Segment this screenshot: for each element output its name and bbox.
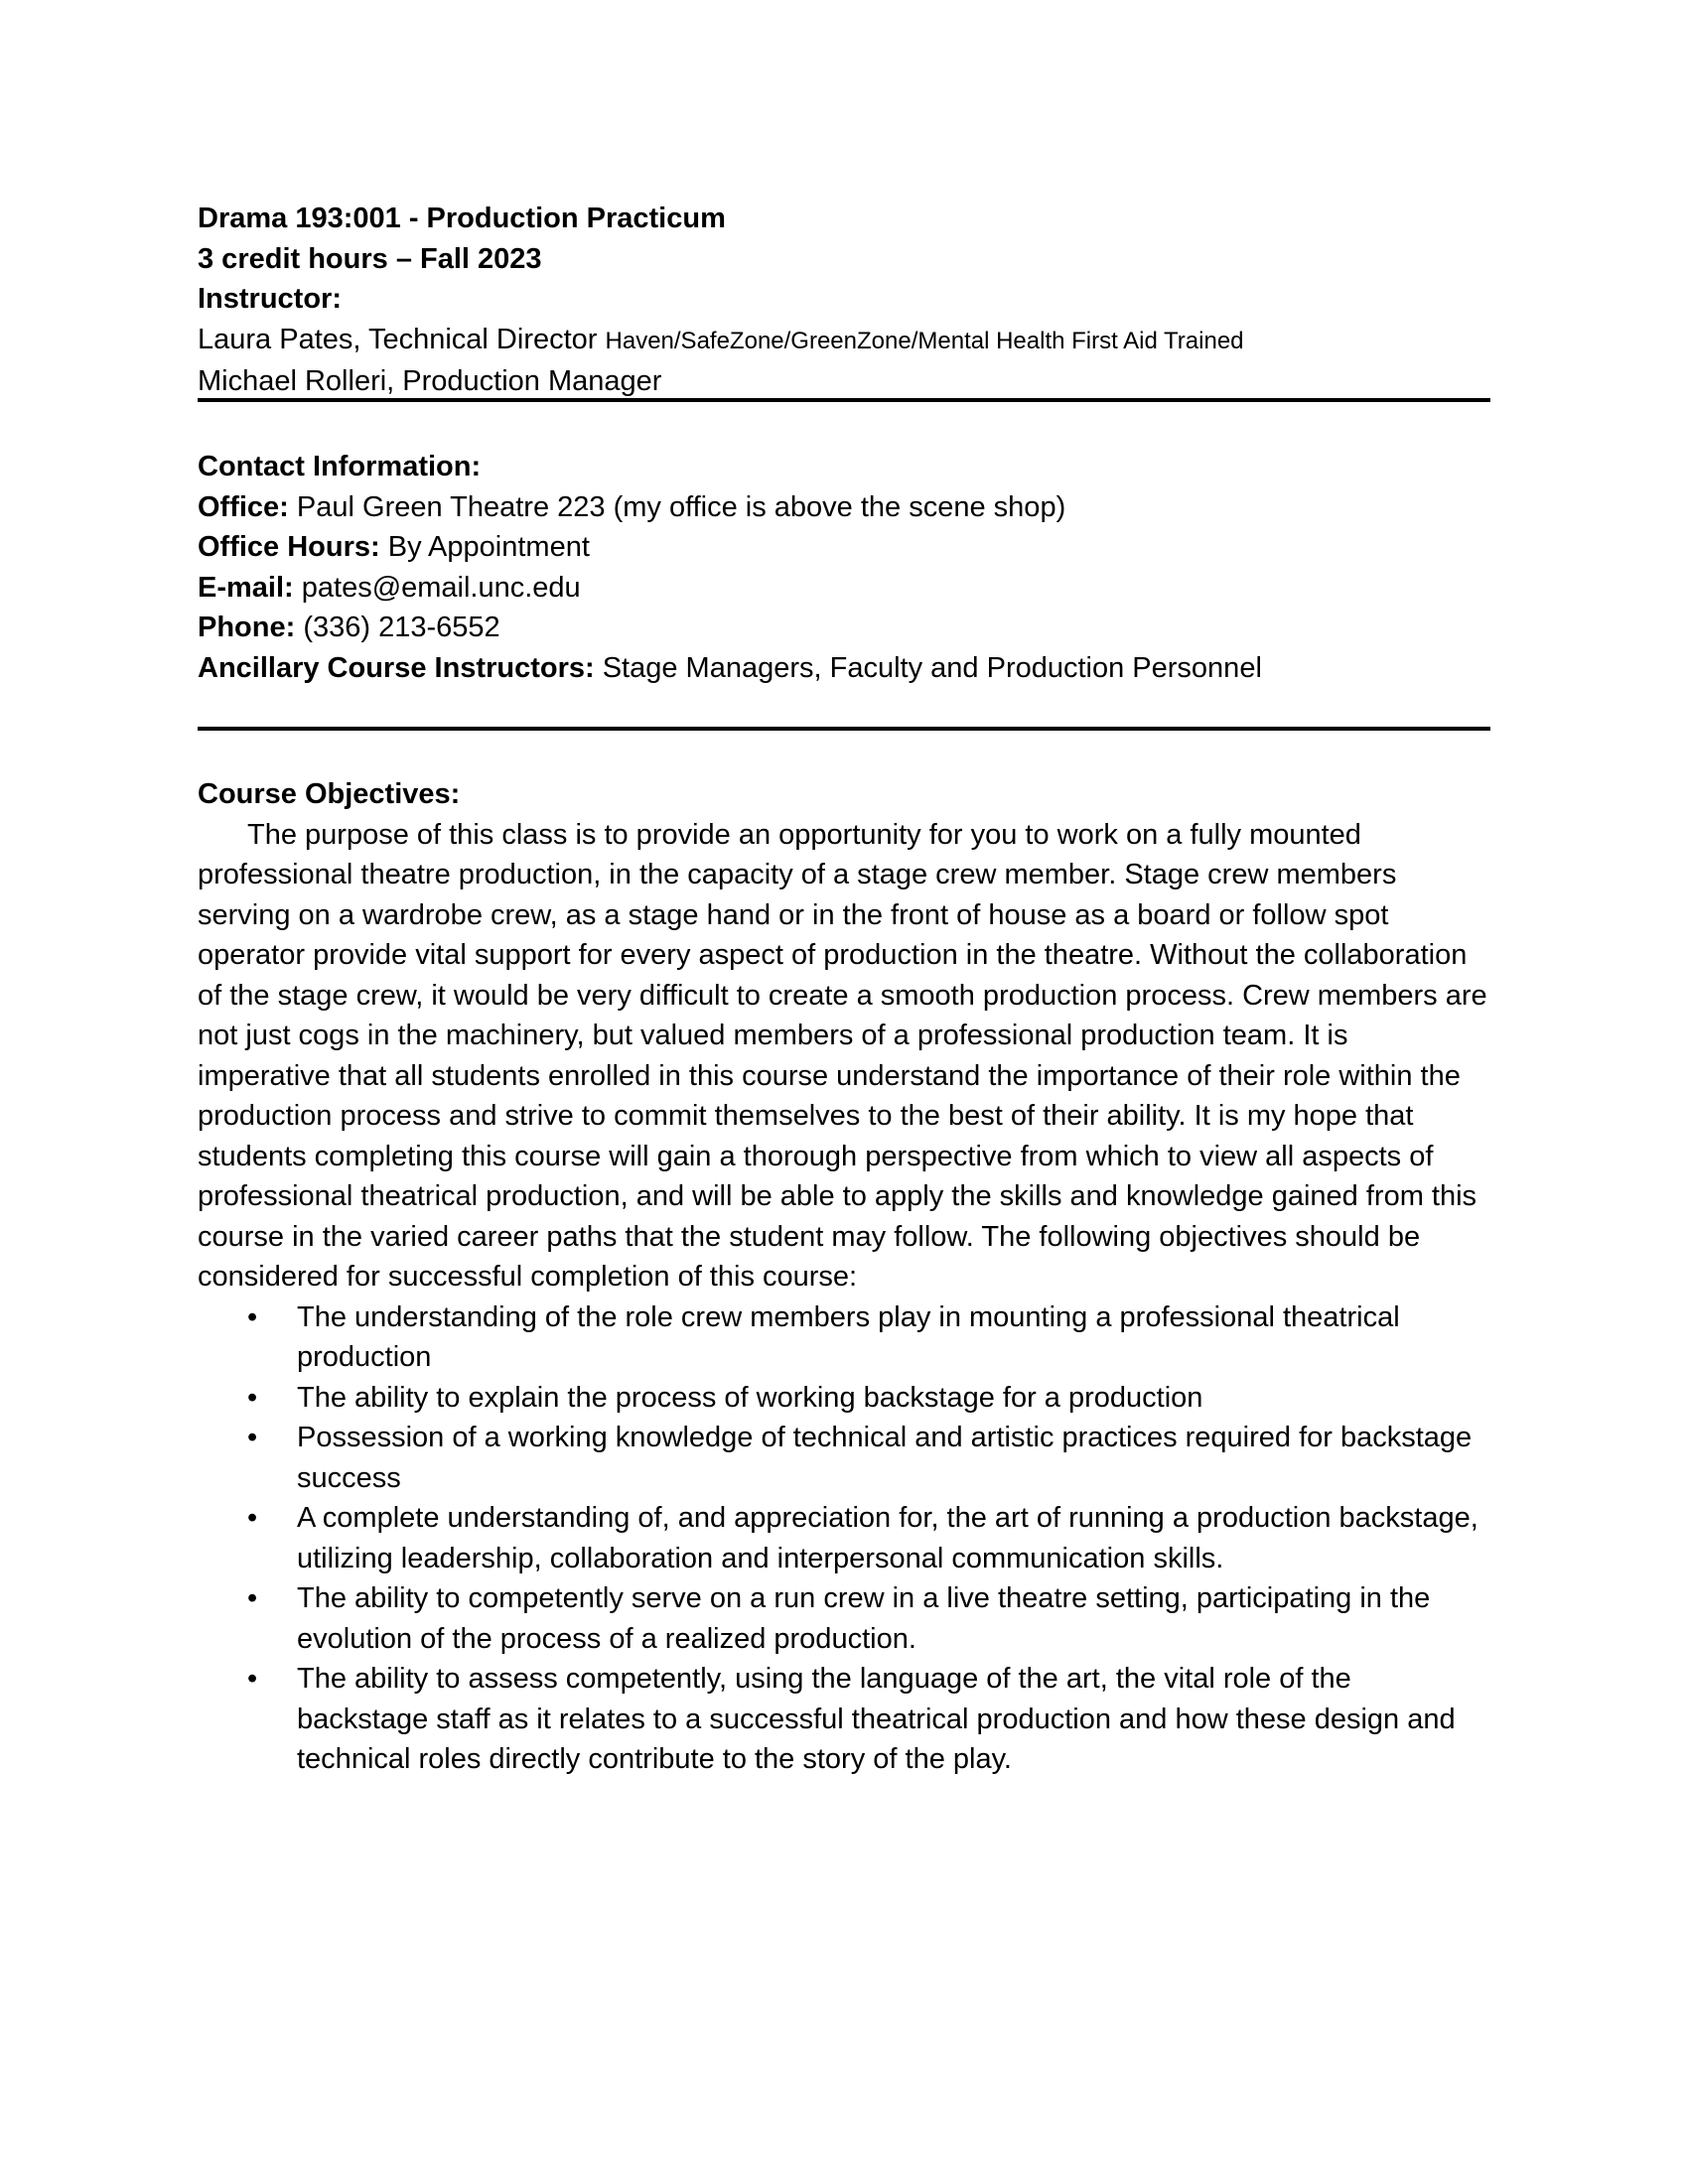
instructor-2-name: Michael Rolleri, Production Manager (198, 365, 662, 397)
objective-text: The ability to explain the process of working backstage for a production (297, 1381, 1203, 1414)
instructor-label: Instructor: (198, 283, 342, 315)
ancillary-label: Ancillary Course Instructors: (198, 651, 595, 684)
phone-row (198, 608, 1262, 648)
email-label: E-mail: (198, 571, 294, 604)
objective-text: The ability to assess competently, using the language of the art, the vital role of the backstage staff as it relates to a successful theatrical production and how these design and technical roles directly contribute to the story of the play. (297, 1663, 1456, 1775)
objective-text: Possession of a working knowledge of technical and artistic practices required for backstage success (297, 1422, 1473, 1494)
objectives-section (198, 774, 1490, 1780)
office-value: Paul Green Theatre 223 (my office is above the scene shop) (296, 490, 1066, 523)
contact-section (198, 447, 1262, 688)
bullet-icon: • (247, 1381, 258, 1414)
email-value: pates@email.unc.edu (301, 571, 581, 604)
office-label: Office: (198, 490, 289, 523)
bullet-icon: • (247, 1502, 258, 1534)
bullet-icon: • (247, 1663, 258, 1695)
office-row (198, 487, 1262, 528)
objectives-list (198, 1297, 1490, 1780)
phone-label: Phone: (198, 612, 296, 643)
list-item (198, 1378, 1488, 1419)
bullet-icon: • (247, 1422, 258, 1453)
objectives-heading: Course Objectives: (198, 778, 461, 810)
office-hours-label: Office Hours: (198, 531, 380, 563)
list-item (198, 1297, 1488, 1378)
ancillary-value: Stage Managers, Faculty and Production Personnel (602, 651, 1262, 684)
objective-text: The understanding of the role crew members play in mounting a professional theatrical production (297, 1300, 1400, 1373)
list-item (198, 1659, 1488, 1780)
instructor-1-training-note: Haven/SafeZone/GreenZone/Mental Health First Aid Trained (605, 327, 1244, 354)
credit-term: 3 credit hours – Fall 2023 (198, 242, 542, 275)
office-hours-row (198, 527, 1262, 568)
ancillary-row (198, 648, 1262, 689)
instructor-1 (198, 320, 1244, 362)
contact-heading: Contact Information: (198, 451, 482, 482)
list-item (198, 1498, 1488, 1578)
course-header (198, 199, 1244, 402)
phone-value: (336) 213-6552 (303, 612, 500, 643)
objectives-paragraph: The purpose of this class is to provide an opportunity for you to work on a fully mounted professional theatre production, in the capacity of a stage crew member. Stage crew members serving on a wardrobe crew, as a stage hand or in the front of house as a board or follow spot operator provide vital support for every aspect of production in the theatre. Without the collaboration of the stage crew, it would be very difficult to create a smooth production process. Crew members are not just cogs in the machinery, but valued members of a professional production team. It is imperative that all students enrolled in this course understand the importance of their role within the production process and strive to commit themselves to the best of their ability. It is my hope that students completing this course will gain a thorough perspective from which to view all aspects of professional theatrical production, and will be able to apply the skills and knowledge gained from this course in the varied career paths that the student may follow. The following objectives should be considered for successful completion of this course: (198, 818, 1487, 1293)
divider-rule-2 (198, 727, 1490, 731)
course-title: Drama 193:001 - Production Practicum (198, 203, 726, 234)
instructor-1-name: Laura Pates, Technical Director (198, 323, 598, 355)
objective-text: A complete understanding of, and appreciation for, the art of running a production backstage, utilizing leadership, collaboration and interpersonal communication skills. (297, 1502, 1478, 1574)
divider-rule-1 (198, 398, 1490, 402)
bullet-icon: • (247, 1300, 258, 1333)
office-hours-value: By Appointment (387, 531, 590, 563)
list-item (198, 1578, 1488, 1659)
email-row (198, 568, 1262, 609)
list-item (198, 1418, 1488, 1498)
bullet-icon: • (247, 1582, 258, 1614)
objective-text: The ability to competently serve on a run crew in a live theatre setting, participating in the evolution of the process of a realized production. (297, 1582, 1431, 1655)
